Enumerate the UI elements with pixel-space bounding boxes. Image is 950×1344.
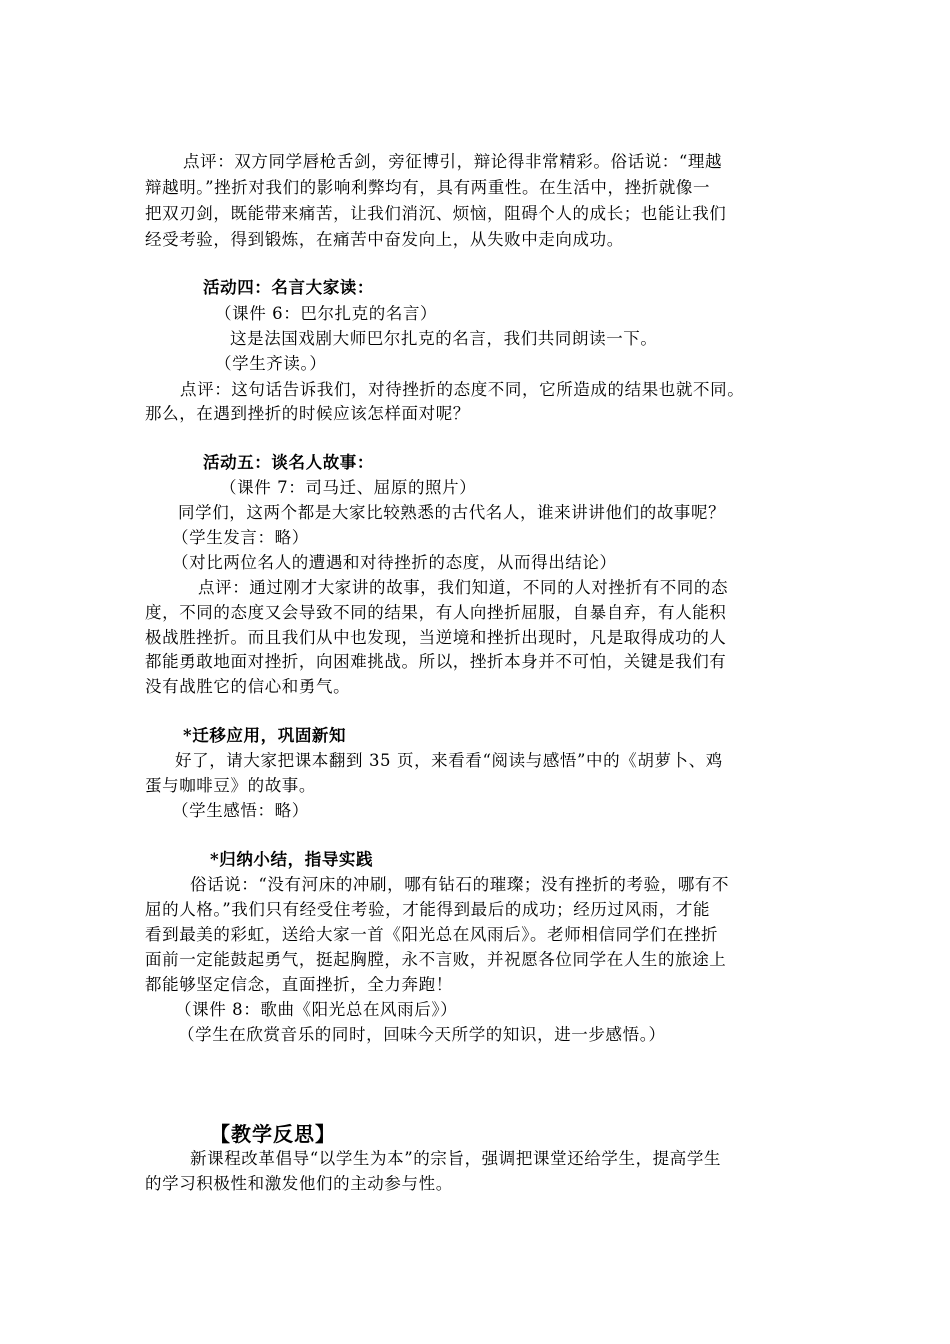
activity4-comment-line-1: 点评：这句话告诉我们，对待挫折的态度不同，它所造成的结果也就不同。: [180, 380, 745, 399]
activity5-comment-line-5: 没有战胜它的信心和勇气。: [145, 677, 351, 696]
activity5-comment-line-3: 极战胜挫折。而且我们从中也发现，当逆境和挫折出现时，凡是取得成功的人: [145, 628, 727, 647]
activity5-students: （学生发言：略）: [172, 528, 309, 547]
activity5-comment-line-1: 点评：通过刚才大家讲的故事，我们知道，不同的人对挫折有不同的态: [198, 578, 729, 597]
activity5-title: 活动五：谈名人故事：: [203, 453, 374, 472]
summary-courseware: （课件 8：歌曲《阳光总在风雨后》）: [175, 1000, 458, 1019]
transfer-students: （学生感悟：略）: [172, 801, 309, 820]
activity4-students: （学生齐读。）: [215, 354, 327, 373]
activity5-comment-line-4: 都能勇敢地面对挫折，向困难挑战。所以，挫折本身并不可怕，关键是我们有: [145, 652, 727, 671]
activity5-question: 同学们，这两个都是大家比较熟悉的古代名人，谁来讲讲他们的故事呢？: [178, 503, 726, 522]
comment1-line-2: 辩越明。”挫折对我们的影响利弊均有，具有两重性。在生活中，挫折就像一: [145, 178, 711, 197]
activity4-intro: 这是法国戏剧大师巴尔扎克的名言，我们共同朗读一下。: [230, 329, 658, 348]
activity5-courseware: （课件 7：司马迁、屈原的照片）: [220, 478, 477, 497]
reflection-line-2: 的学习积极性和激发他们的主动参与性。: [145, 1174, 453, 1193]
transfer-line-2: 蛋与咖啡豆》的故事。: [145, 776, 316, 795]
summary-students: （学生在欣赏音乐的同时，回味今天所学的知识，进一步感悟。）: [178, 1025, 666, 1044]
reflection-title: 【教学反思】: [210, 1122, 336, 1146]
activity5-comment-line-2: 度，不同的态度又会导致不同的结果，有人向挫折屈服，自暴自弃，有人能积: [145, 603, 727, 622]
transfer-title: *迁移应用，巩固新知: [183, 726, 347, 745]
comment1-line-3: 把双刃剑，既能带来痛苦，让我们消沉、烦恼，阻碍个人的成长；也能让我们: [145, 204, 727, 223]
activity4-title: 活动四：名言大家读：: [203, 278, 374, 297]
summary-line-2: 屈的人格。”我们只有经受住考验，才能得到最后的成功；经历过风雨，才能: [145, 900, 711, 919]
summary-line-4: 面前一定能鼓起勇气，挺起胸膛，永不言败，并祝愿各位同学在人生的旅途上: [145, 950, 727, 969]
summary-title: *归纳小结，指导实践: [210, 850, 374, 869]
reflection-line-1: 新课程改革倡导“以学生为本”的宗旨，强调把课堂还给学生，提高学生: [190, 1149, 722, 1168]
transfer-line-1: 好了，请大家把课本翻到 35 页，来看看“阅读与感悟”中的《胡萝卜、鸡: [175, 751, 723, 770]
activity4-comment-line-2: 那么，在遇到挫折的时候应该怎样面对呢？: [145, 404, 470, 423]
summary-line-5: 都能够坚定信念，直面挫折，全力奔跑！: [145, 975, 453, 994]
summary-line-3: 看到最美的彩虹，送给大家一首《阳光总在风雨后》。老师相信同学们在挫折: [145, 925, 719, 944]
activity4-courseware: （课件 6：巴尔扎克的名言）: [215, 304, 438, 323]
summary-line-1: 俗话说：“没有河床的冲刷，哪有钻石的璀璨；没有挫折的考验，哪有不: [190, 875, 730, 894]
activity5-compare: （对比两位名人的遭遇和对待挫折的态度，从而得出结论）: [172, 553, 617, 572]
comment1-line-1: 点评：双方同学唇枪舌剑，旁征博引，辩论得非常精彩。俗话说：“理越: [183, 152, 723, 171]
comment1-line-4: 经受考验，得到锻炼，在痛苦中奋发向上，从失败中走向成功。: [145, 230, 624, 249]
